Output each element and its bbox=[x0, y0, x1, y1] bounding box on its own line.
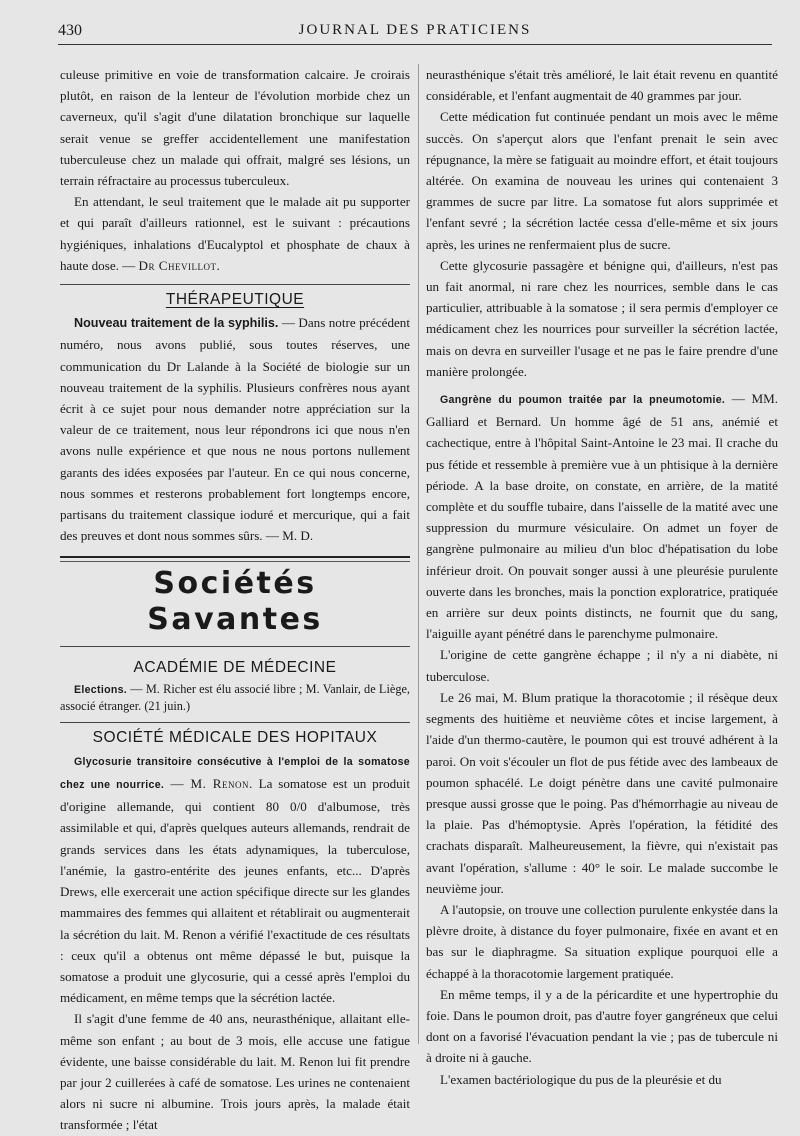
banner-rule-top bbox=[60, 556, 410, 562]
article-lead: Glycosurie transitoire consécutive à l'emploi de la somatose chez une nourrice. bbox=[60, 755, 410, 792]
section-title-academie: ACADÉMIE DE MÉDECINE bbox=[133, 659, 337, 677]
paragraph: A l'autopsie, on trouve une collection purulente enkystée dans la plèvre droite, à distance du foyer pulmonaire, fixée en avant et en bas sur le diaphragme. Sa situation explique pourquoi elle a échappé à la thoracotomie largement pratiquée. bbox=[426, 901, 778, 981]
paragraph: culeuse primitive en voie de transformation calcaire. Je croirais plutôt, en raison de la lenteur de l'évolution morbide chez un caverneux, qu'il s'agit d'une dilatation bronchique sur laquelle serait venue se greffer accidentellement une manifestation tuberculeuse chez un malade qui offrait, malgré ses lésions, un terrain réfractaire au processus tuberculeux. bbox=[60, 67, 410, 189]
journal-title: JOURNAL DES PRATICIENS bbox=[298, 22, 532, 38]
paragraph bbox=[60, 312, 410, 546]
paragraph bbox=[60, 191, 410, 276]
paragraph: L'examen bactériologique du pus de la pleurésie et du bbox=[440, 1071, 722, 1087]
section-title-societe-medicale: SOCIÉTÉ MÉDICALE DES HOPITAUX bbox=[60, 722, 410, 748]
paragraph: Cette médication fut continuée pendant un mois avec le même succès. On s'aperçut alors que l'enfant prenait le sein avec répugnance, la mère se fatiguait au moindre effort, et était toujours altérée. On examina de nouveau les urines qui contenaient 3 grammes de sucre par litre. La somatose fut alors supprimée et l'enfant sevré ; la sécrétion lactée cessa d'elle-même et six jours après, les urines ne renfermaient plus de sucre. bbox=[426, 109, 778, 252]
banner-rule-bottom bbox=[60, 646, 410, 647]
paragraph: neurasthénique s'était très amélioré, le lait était revenu en quantité considérable, et l'enfant augmentait de 40 grammes par jour. bbox=[426, 67, 778, 104]
right-column bbox=[426, 64, 778, 1090]
paragraph: Il s'agit d'une femme de 40 ans, neurasthénique, allaitant elle-même son enfant ; au bout de 3 mois, elle accuse une fatigue évidente, une baisse considérable du lait. M. Renon lui fit prendre par jour 2 cuillerées à café de somatose. Les urines ne contenaient alors ni sucre ni albumine. Trois jours après, la malade était transformée ; l'état bbox=[60, 1011, 410, 1133]
article-lead: Nouveau traitement de la syphilis. bbox=[74, 316, 279, 331]
paragraph: L'origine de cette gangrène échappe ; il n'y a ni diabète, ni tuberculose. bbox=[426, 647, 778, 684]
paragraph-text: — M. Richer est élu associé libre ; M. Vanlair, de Liège, associé étranger. (21 juin.) bbox=[60, 681, 410, 713]
paragraph: Le 26 mai, M. Blum pratique la thoracotomie ; il résèque deux segments des huitième et neuvième côtes et incise largement, à l'aide d'un thermo-cautère, le poumon qui est trouvé adhérent à la paroi. On voit s'écouler un flot de pus fétide avec des lambeaux de poumon sphacélé. Le doigt pénètre dans une cavité pulmonaire presque aussi grosse que le poing. Pas d'hémorrhagie au niveau de la plaie. Pas d'hémoptysie. Après l'opération, la fétidité des crachats disparaît. Malheureusement, la fièvre, qui n'existait pas avant l'opération, s'allume : 40° le soir. Le malade succombe le neuvième jour. bbox=[426, 689, 778, 896]
column-divider bbox=[418, 64, 419, 1044]
section-title-therapeutique: THÉRAPEUTIQUE bbox=[60, 284, 410, 310]
paragraph-text: La somatose est un produit d'origine allemande, qui contient 80 0/0 d'albumose, très assimilable et qui, d'après quelques auteurs allemands, rendrait de grands services dans les états adynamiques, la tuberculose, l'anémie, la gastro-entérite des jeunes enfants, etc... D'après Drews, elle exercerait une action spécifique directe sur les glandes mammaires des femmes qui allaitent et rétablirait ou augmenterait la sécrétion du lait. M. Renon a vérifié l'exactitude de ces résultats : ceux qu'il a obtenus ont même dépassé le but, puisque la somatose a produit une glycosurie, qui a cessé après l'emploi du médicament, en même temps que la sécrétion lactée. bbox=[60, 776, 410, 1006]
section-banner: Sociétés Savantes bbox=[147, 566, 323, 638]
paragraph bbox=[426, 388, 778, 644]
paragraph bbox=[60, 750, 410, 1008]
author-signature: Dr Chevillot. bbox=[138, 257, 221, 273]
page-number: 430 bbox=[58, 22, 82, 39]
paragraph-text: — Dans notre précédent numéro, nous avons publié, sous toutes réserves, une communication du Dr Lalande à la Société de biologie sur un nouveau traitement de la syphilis. Plusieurs confrères nous ayant écrit à ce sujet pour nous demander notre appréciation sur la valeur de ce traitement, nous leur répondrons ici que nous n'en avons nulle expérience et que nous ne nous portons nullement garants des idées exposées par l'auteur. En ce qui nous concerne, nous sommes et resterons probablement fort longtemps encore, partisans du traitement classique ioduré et mercurique, qui a fait des preuves et dont nous sommes sûrs. — M. D. bbox=[60, 315, 410, 544]
paragraph: En même temps, il y a de la péricardite et une hypertrophie du foie. Dans le poumon droit, pas d'autre foyer gangréneux que celui dont on a favorisé l'évacuation pendant la vie ; pas de tubercule ni à droite ni à gauche. bbox=[426, 986, 778, 1066]
author-signature: — M. Renon. bbox=[164, 776, 253, 792]
article-lead: Gangrène du poumon traitée par la pneumotomie. bbox=[440, 394, 726, 407]
running-header bbox=[58, 22, 772, 45]
paragraph-text: En attendant, le seul traitement que le malade ait pu supporter et qui paraît d'ailleurs rationnel, est le suivant : précautions hygiéniques, inhalations d'Eucalyptol et phosphate de chaux à haute dose. — bbox=[60, 194, 410, 273]
paragraph-text: — MM. Galliard et Bernard. Un homme âgé de 51 ans, anémié et cachectique, entre à l'hôpital Saint-Antoine le 23 mai. Il crache du pus fétide et ressemble à première vue à un phtisique à la dernière période. A la base droite, on constate, en arrière, de la matité complète et du souffle tubaire, dans l'aisselle de la matité avec une suppression du murmure vésiculaire. On admet un foyer de gangrène pulmonaire au milieu d'un bloc d'hépatisation du lobe inférieur droit. On pouvait songer aussi à une pleurésie purulente ouverte dans les bronches, mais la ponction exploratrice, pratiquée en arrière sur deux points distincts, ne fournit que du sang, l'aiguille ayant pénétré dans le parenchyme pulmonaire. bbox=[426, 391, 779, 642]
paragraph: Cette glycosurie passagère et bénigne qui, d'ailleurs, n'est pas un fait anormal, ni rare chez les nourrices, semble dans le cas particulier, attribuable à la somatose ; il sera permis d'employer ce médicament chez les nourrices pour surveiller la sécrétion lactée, mais on devra en surveiller l'usage et ne pas le faire prendre d'une manière prolongée. bbox=[426, 257, 778, 379]
paragraph bbox=[60, 681, 410, 714]
article-lead: Elections. bbox=[74, 683, 128, 696]
left-column bbox=[60, 64, 410, 1136]
